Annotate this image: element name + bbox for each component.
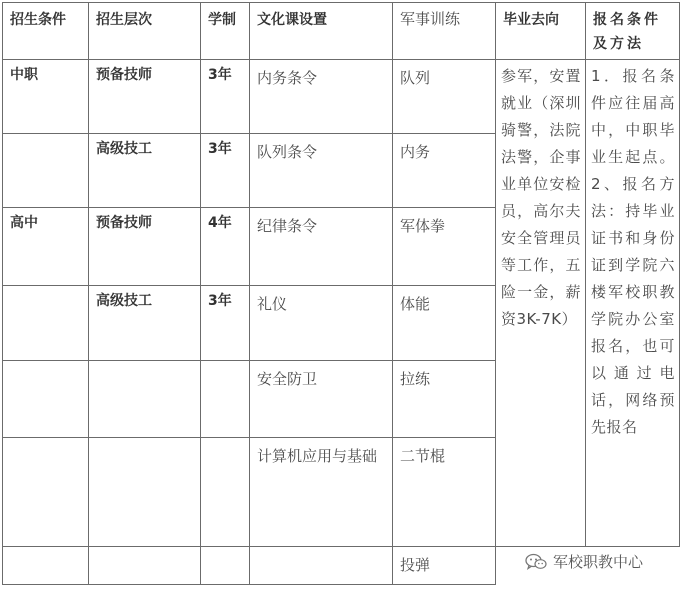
method-cell: 1．报名条件应往届高中，中职毕业生起点。2、报名方法：持毕业证书和身份证到学院六楼军校职教学院办公室报名，也可以通过电话，网络预先报名 (586, 60, 680, 547)
condition-cell (3, 438, 89, 547)
level-cell: 高级技工 (89, 286, 201, 361)
header-destination: 毕业去向 (496, 3, 586, 60)
course-cell: 纪律条令 (250, 208, 393, 286)
training-cell: 军体拳 (393, 208, 496, 286)
years-cell (201, 438, 250, 547)
table-row (3, 60, 680, 134)
watermark (525, 551, 643, 572)
header-years: 学制 (201, 3, 250, 60)
condition-cell (3, 134, 89, 208)
condition-cell (3, 286, 89, 361)
level-cell: 高级技工 (89, 134, 201, 208)
level-cell: 预备技师 (89, 60, 201, 134)
years-cell (201, 547, 250, 585)
header-level: 招生层次 (89, 3, 201, 60)
training-cell: 二节棍 (393, 438, 496, 547)
training-cell: 内务 (393, 134, 496, 208)
years-cell (201, 361, 250, 438)
header-course: 文化课设置 (250, 3, 393, 60)
destination-cell: 参军，安置就业（深圳骑警，法院法警，企事业单位安检员，高尔夫安全管理员等工作，五险一金，薪资3K-7K） (496, 60, 586, 547)
training-cell: 体能 (393, 286, 496, 361)
training-cell: 投弹 (393, 547, 496, 585)
level-cell (89, 547, 201, 585)
course-cell: 礼仪 (250, 286, 393, 361)
years-cell: 3年 (201, 286, 250, 361)
course-cell: 安全防卫 (250, 361, 393, 438)
training-cell: 拉练 (393, 361, 496, 438)
course-cell: 计算机应用与基础 (250, 438, 393, 547)
years-cell: 3年 (201, 60, 250, 134)
watermark-text: 军校职教中心 (553, 553, 644, 571)
years-cell: 4年 (201, 208, 250, 286)
level-cell (89, 438, 201, 547)
condition-cell (3, 361, 89, 438)
course-cell: 内务条令 (250, 60, 393, 134)
header-training: 军事训练 (393, 3, 496, 60)
level-cell: 预备技师 (89, 208, 201, 286)
condition-cell: 高中 (3, 208, 89, 286)
years-cell: 3年 (201, 134, 250, 208)
header-row (3, 3, 680, 60)
level-cell (89, 361, 201, 438)
header-condition: 招生条件 (3, 3, 89, 60)
enrollment-table (2, 2, 680, 585)
condition-cell (3, 547, 89, 585)
course-cell: 队列条令 (250, 134, 393, 208)
condition-cell: 中职 (3, 60, 89, 134)
wechat-icon (525, 553, 547, 571)
header-method: 报名条件及方法 (586, 3, 680, 60)
course-cell (250, 547, 393, 585)
training-cell: 队列 (393, 60, 496, 134)
